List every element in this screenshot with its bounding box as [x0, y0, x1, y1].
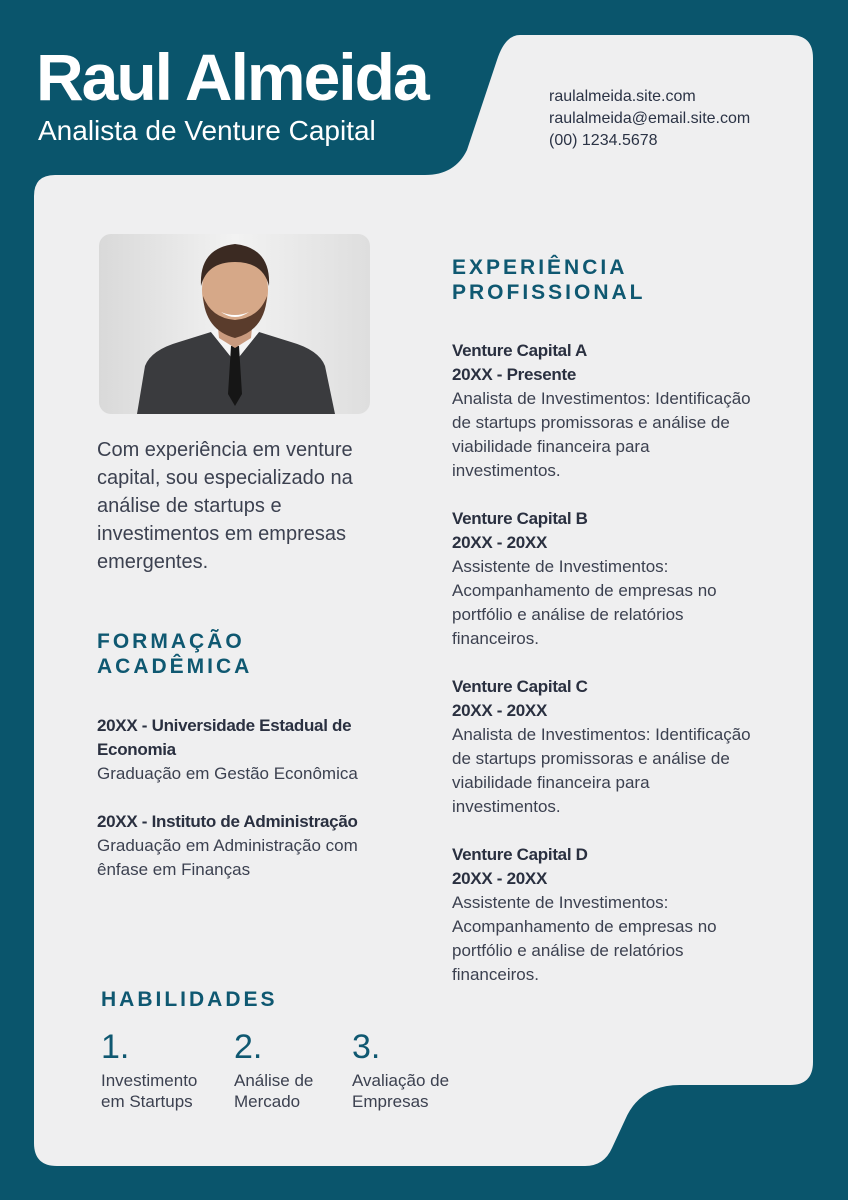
skill-label: Investimento em Startups [101, 1071, 198, 1111]
skills-list [101, 1028, 501, 1118]
experience-company: Venture Capital D [452, 845, 588, 864]
experience-item [452, 675, 762, 819]
skill-label: Avaliação de Empresas [352, 1071, 450, 1111]
education-item [97, 810, 367, 882]
skill-item [352, 1028, 482, 1112]
experience-description: Assistente de Investimentos: Acompanhamento de empresas no portfólio e análise de relatórios financeiros. [452, 893, 717, 984]
experience-period: 20XX - 20XX [452, 533, 547, 552]
profile-photo [99, 234, 370, 414]
education-heading: 20XX - Instituto de Administração [97, 812, 358, 831]
skill-label: Análise de Mercado [234, 1071, 314, 1111]
skill-number: 2. [234, 1028, 263, 1066]
skill-number: 1. [101, 1028, 130, 1066]
skill-item [234, 1028, 344, 1112]
experience-item [452, 843, 762, 987]
skills-title: HABILIDADES [101, 988, 278, 1011]
job-title: Analista de Venture Capital [38, 115, 376, 146]
contact-phone: (00) 1234.5678 [549, 132, 658, 149]
profile-summary: Com experiência em venture capital, sou especializado na análise de startups e investimentos em empresas emergentes. [97, 439, 353, 573]
contact-website: raulalmeida.site.com [549, 88, 696, 105]
experience-description: Analista de Investimentos: Identificação de startups promissoras e análise de viabilidade financeira para investimentos. [452, 389, 751, 480]
education-description: Graduação em Administração com ênfase em Finanças [97, 836, 358, 879]
skill-number: 3. [352, 1028, 381, 1066]
experience-item [452, 339, 762, 483]
experience-period: 20XX - 20XX [452, 701, 547, 720]
experience-company: Venture Capital C [452, 677, 588, 696]
experience-company: Venture Capital B [452, 509, 588, 528]
experience-title: EXPERIÊNCIA PROFISSIONAL [452, 256, 646, 304]
education-description: Graduação em Gestão Econômica [97, 764, 358, 783]
education-title: FORMAÇÃO ACADÊMICA [97, 630, 253, 678]
skill-item [101, 1028, 221, 1112]
experience-description: Analista de Investimentos: Identificação de startups promissoras e análise de viabilidade financeira para investimentos. [452, 725, 751, 816]
education-list [97, 714, 367, 906]
education-heading: 20XX - Universidade Estadual de Economia [97, 716, 352, 759]
experience-period: 20XX - Presente [452, 365, 577, 384]
experience-description: Assistente de Investimentos: Acompanhamento de empresas no portfólio e análise de relatórios financeiros. [452, 557, 717, 648]
contact-block [549, 86, 750, 152]
contact-email: raulalmeida@email.site.com [549, 110, 751, 127]
experience-company: Venture Capital A [452, 341, 588, 360]
experience-item [452, 507, 762, 651]
person-name: Raul Almeida [36, 40, 428, 114]
experience-period: 20XX - 20XX [452, 869, 547, 888]
education-item [97, 714, 367, 786]
experience-list [452, 339, 762, 1011]
